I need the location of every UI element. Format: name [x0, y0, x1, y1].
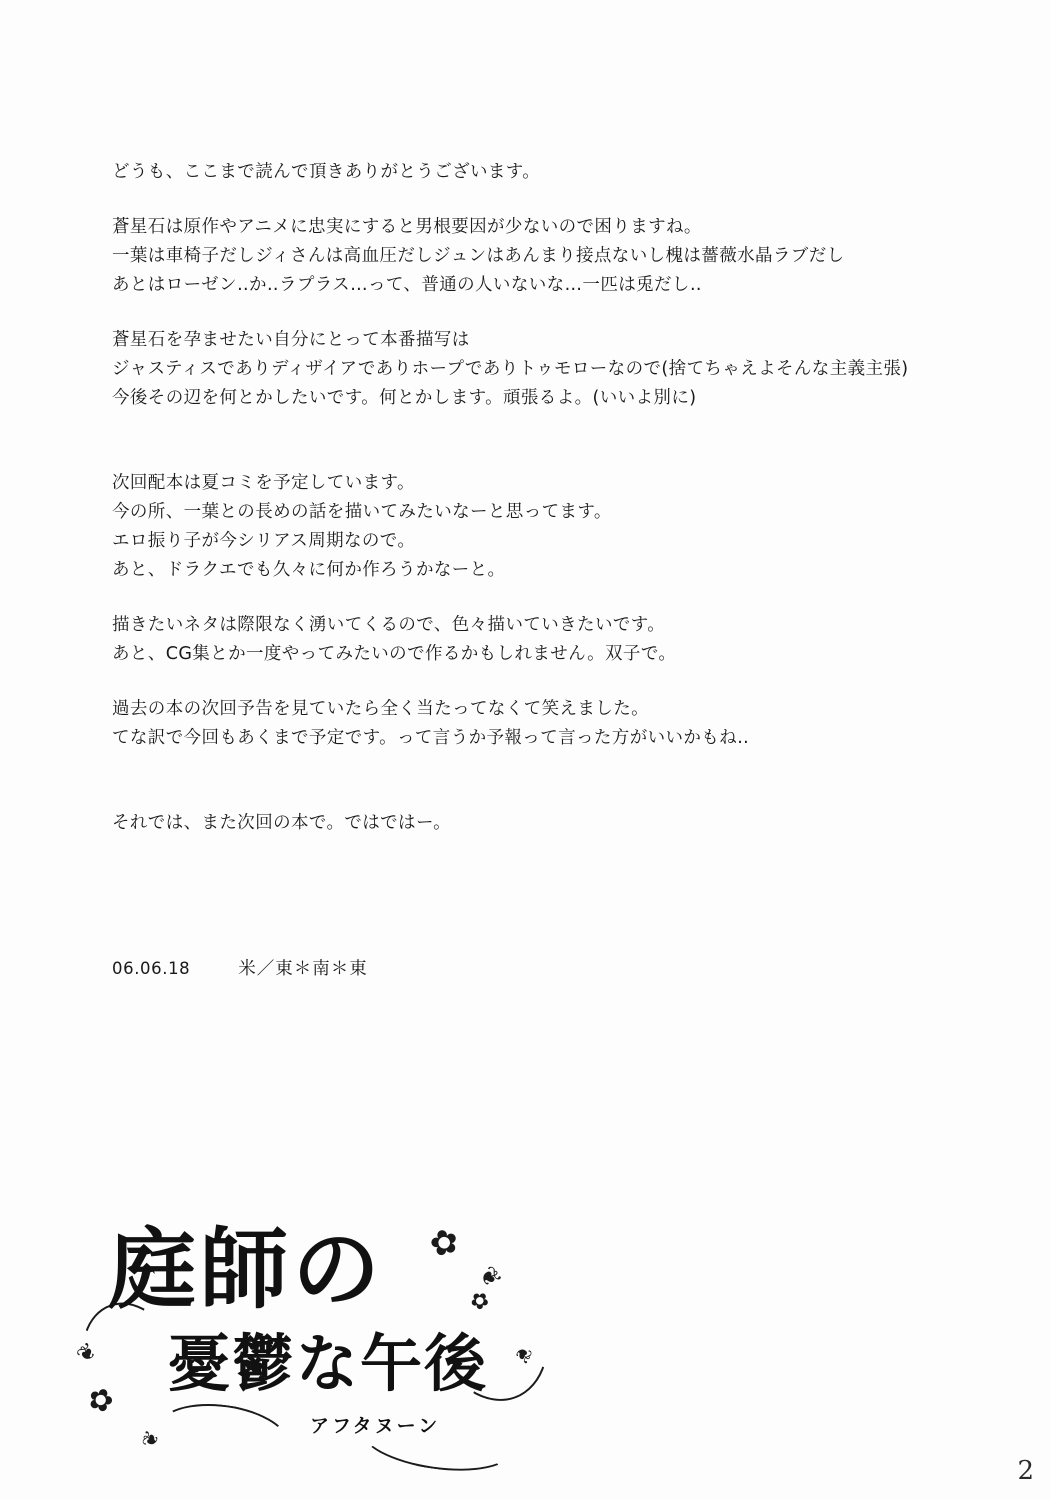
paragraph-souseiseki-note: [112, 213, 912, 300]
text-line: それでは、また次回の本で。ではではー。: [112, 813, 452, 833]
rose-icon: ✿: [464, 1285, 494, 1318]
paragraph-ideas: [112, 611, 912, 669]
flourish-icon: [152, 1396, 294, 1478]
text-line: ジャスティスでありディザイアでありホープでありトゥモローなので(捨てちゃえよそんな主義主張): [112, 359, 909, 379]
text-line: 今の所、一葉との長めの話を描いてみたいなーと思ってます。: [112, 502, 612, 522]
text-line: 次回配本は夏コミを予定しています。: [112, 473, 415, 493]
text-line: 描きたいネタは際限なく湧いてくるので、色々描いていきたいです。: [112, 615, 666, 635]
section-spacer: [112, 779, 912, 809]
signature-circle-name: 米／東＊南＊東: [238, 959, 368, 979]
text-line: 一葉は車椅子だしジィさんは高血圧だしジュンはあんまり接点ないし槐は薔薇水晶ラブだし: [112, 246, 845, 266]
rose-icon: ✿: [82, 1379, 119, 1422]
leaf-icon: ❦: [508, 1341, 538, 1369]
text-line: どうも、ここまで読んで頂きありがとうございます。: [112, 162, 541, 182]
text-line: 今後その辺を何とかしたいです。何とかします。頑張るよ。(いいよ別に): [112, 388, 697, 408]
page-number: 2: [1017, 1456, 1034, 1486]
rose-icon: ✿: [425, 1219, 464, 1267]
logo-title-main: 庭師の: [108, 1217, 385, 1321]
afterword-text-block: [112, 158, 912, 838]
text-line: 過去の本の次回予告を見ていたら全く当たってなくて笑えました。: [112, 699, 649, 719]
signature-date: 06.06.18: [112, 959, 191, 978]
paragraph-greeting: [112, 158, 912, 187]
text-line: あと、CG集とか一度やってみたいので作るかもしれません。双子で。: [112, 644, 677, 664]
logo-title-sub: 憂鬱な午後: [168, 1327, 489, 1400]
text-line: 蒼星石は原作やアニメに忠実にすると男根要因が少ないので困りますね。: [112, 217, 702, 237]
leaf-icon: ❦: [72, 1337, 103, 1370]
text-line: てな訳で今回もあくまで予定です。って言うか予報って言った方がいいかもね‥: [112, 728, 750, 748]
signature-block: [112, 955, 368, 980]
text-line: あと、ドラクエでも久々に何か作ろうかなーと。: [112, 560, 506, 580]
section-spacer: [112, 439, 912, 469]
paragraph-honban-note: [112, 326, 912, 413]
leaf-icon: ❦: [472, 1260, 508, 1294]
paragraph-closing: [112, 809, 912, 838]
logo-subtitle-katakana: アフタヌーン: [310, 1415, 441, 1437]
text-line: あとはローゼン‥か‥ラプラス…って、普通の人いないな…一匹は兎だし‥: [112, 275, 702, 295]
title-logo: [60, 1215, 538, 1475]
leaf-icon: ❦: [136, 1427, 165, 1451]
paragraph-past-predictions: [112, 695, 912, 753]
paragraph-next-book: [112, 469, 912, 585]
text-line: エロ振り子が今シリアス周期なので。: [112, 531, 416, 551]
text-line: 蒼星石を孕ませたい自分にとって本番描写は: [112, 330, 470, 350]
